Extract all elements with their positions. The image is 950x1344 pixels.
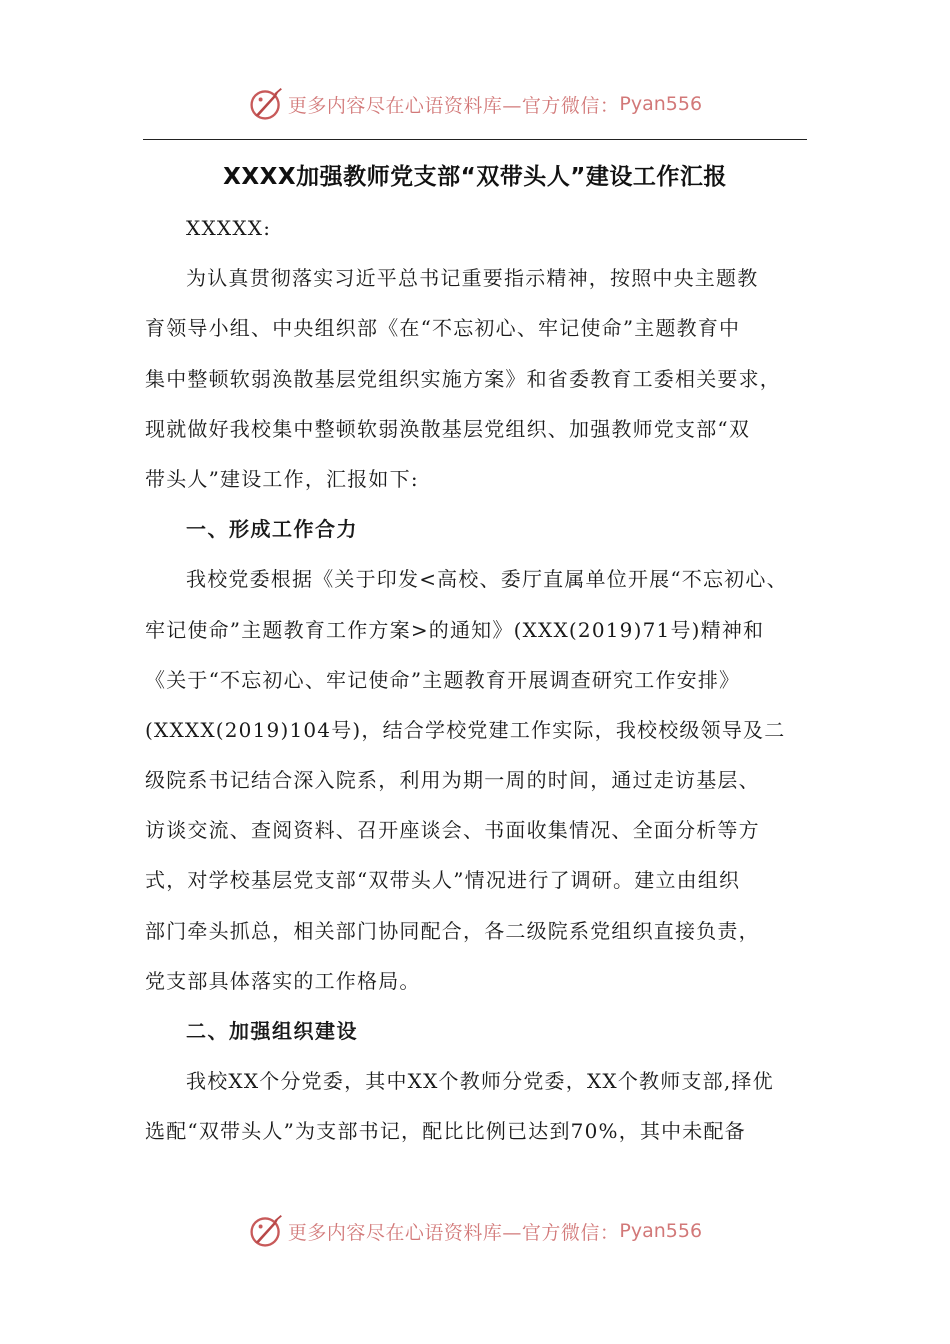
section1-line: 访谈交流、查阅资料、召开座谈会、书面收集情况、全面分析等方 [145, 818, 760, 843]
watermark-banner-top [0, 82, 950, 126]
watermark-banner-bottom [0, 1209, 950, 1253]
section1-line: 我校党委根据《关于印发<高校、委厅直属单位开展“不忘初心、 [186, 567, 788, 592]
intro-line: 现就做好我校集中整顿软弱涣散基层党组织、加强教师党支部“双 [145, 416, 751, 441]
intro-line: 为认真贯彻落实习近平总书记重要指示精神，按照中央主题教 [186, 266, 759, 291]
section1-line: 牢记使命”主题教育工作方案>的通知》(XXX(2019)71号)精神和 [145, 617, 765, 642]
section2-line: 选配“双带头人”为支部书记，配比比例已达到70%，其中未配备 [145, 1119, 746, 1144]
watermark-text: 更多内容尽在心语资料库—官方微信： [287, 1221, 620, 1244]
section1-line: 部门牵头抓总，相关部门协同配合，各二级院系党组织直接负责， [145, 918, 760, 943]
section1-line: 党支部具体落实的工作格局。 [145, 968, 421, 993]
header-divider [143, 139, 807, 140]
quill-logo-icon [248, 1213, 284, 1249]
intro-line: 集中整顿软弱涣散基层党组织实施方案》和省委教育工委相关要求， [145, 366, 781, 391]
section1-line: 级院系书记结合深入院系，利用为期一周的时间，通过走访基层、 [145, 768, 760, 793]
document-body [145, 206, 815, 1160]
watermark-wechat-id: Pyan556 [619, 93, 703, 115]
salutation: XXXXX: [186, 216, 272, 240]
intro-line: 带头人”建设工作，汇报如下: [145, 466, 419, 491]
section1-line: 《关于“不忘初心、牢记使命”主题教育开展调查研究工作安排》 [145, 667, 741, 692]
watermark-text: 更多内容尽在心语资料库—官方微信： [287, 94, 620, 117]
watermark-wechat-id: Pyan556 [619, 1220, 703, 1242]
section2-line: 我校XX个分党委，其中XX个教师分党委，XX个教师支部,择优 [186, 1069, 774, 1094]
section-heading-2: 二、加强组织建设 [186, 1019, 358, 1043]
section1-line: 式，对学校基层党支部“双带头人”情况进行了调研。建立由组织 [145, 868, 741, 893]
document-title: XXXX加强教师党支部“双带头人”建设工作汇报 [223, 164, 727, 190]
intro-line: 育领导小组、中央组织部《在“不忘初心、牢记使命”主题教育中 [145, 316, 741, 341]
quill-logo-icon [248, 86, 284, 122]
section-heading-1: 一、形成工作合力 [186, 517, 358, 542]
section1-line: (XXXX(2019)104号)，结合学校党建工作实际，我校校级领导及二 [145, 717, 786, 742]
